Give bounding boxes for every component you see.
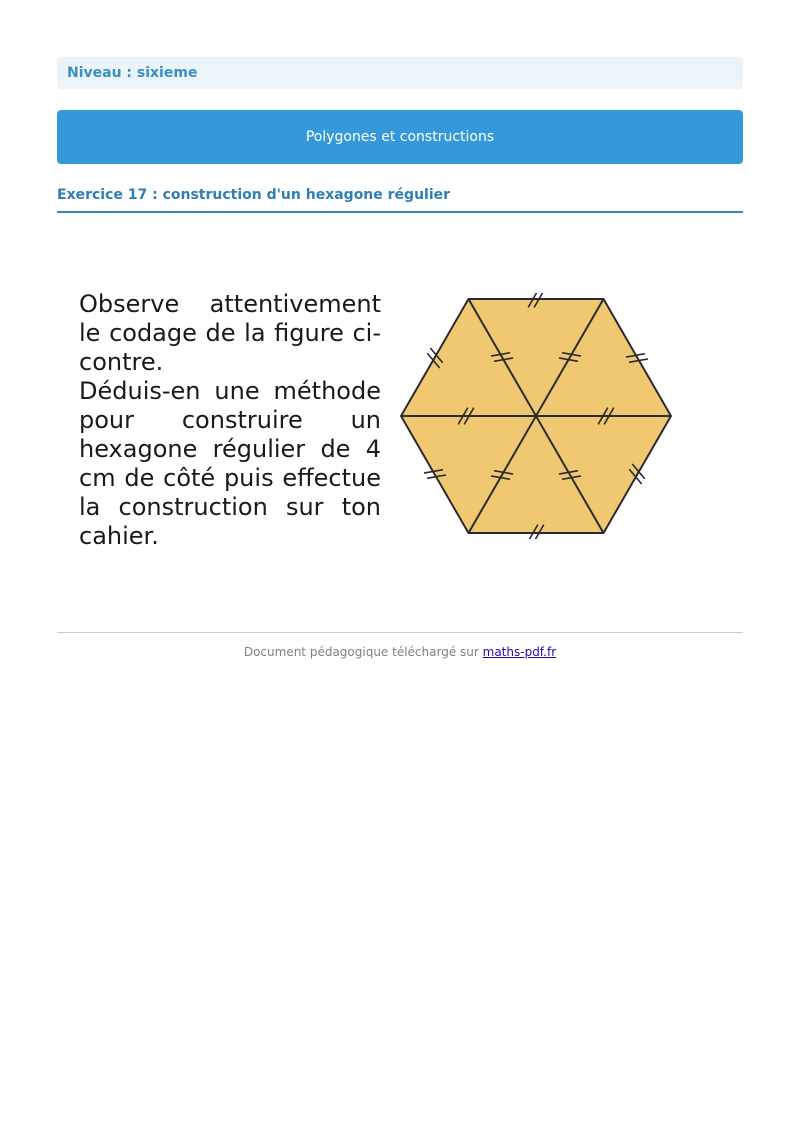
level-label: Niveau : sixieme (57, 57, 743, 89)
exercise-statement (79, 290, 381, 551)
statement-paragraph-2: Déduis-en une méthode pour construire un hexagone régulier de 4 cm de côté puis effectue la construction sur ton cahier. (79, 377, 381, 550)
footer-link[interactable]: maths-pdf.fr (482, 645, 557, 659)
chapter-banner: Polygones et constructions (57, 110, 743, 164)
exercise-title: Exercice 17 : construction d'un hexagone régulier (57, 183, 743, 213)
exercise-content (57, 275, 743, 565)
footer-divider (57, 632, 743, 633)
hexagon-figure (397, 293, 677, 539)
footer (57, 645, 743, 659)
footer-text: Document pédagogique téléchargé sur (243, 645, 483, 659)
statement-paragraph-1: Observe attentivement le codage de la figure ci-contre. (79, 290, 381, 376)
